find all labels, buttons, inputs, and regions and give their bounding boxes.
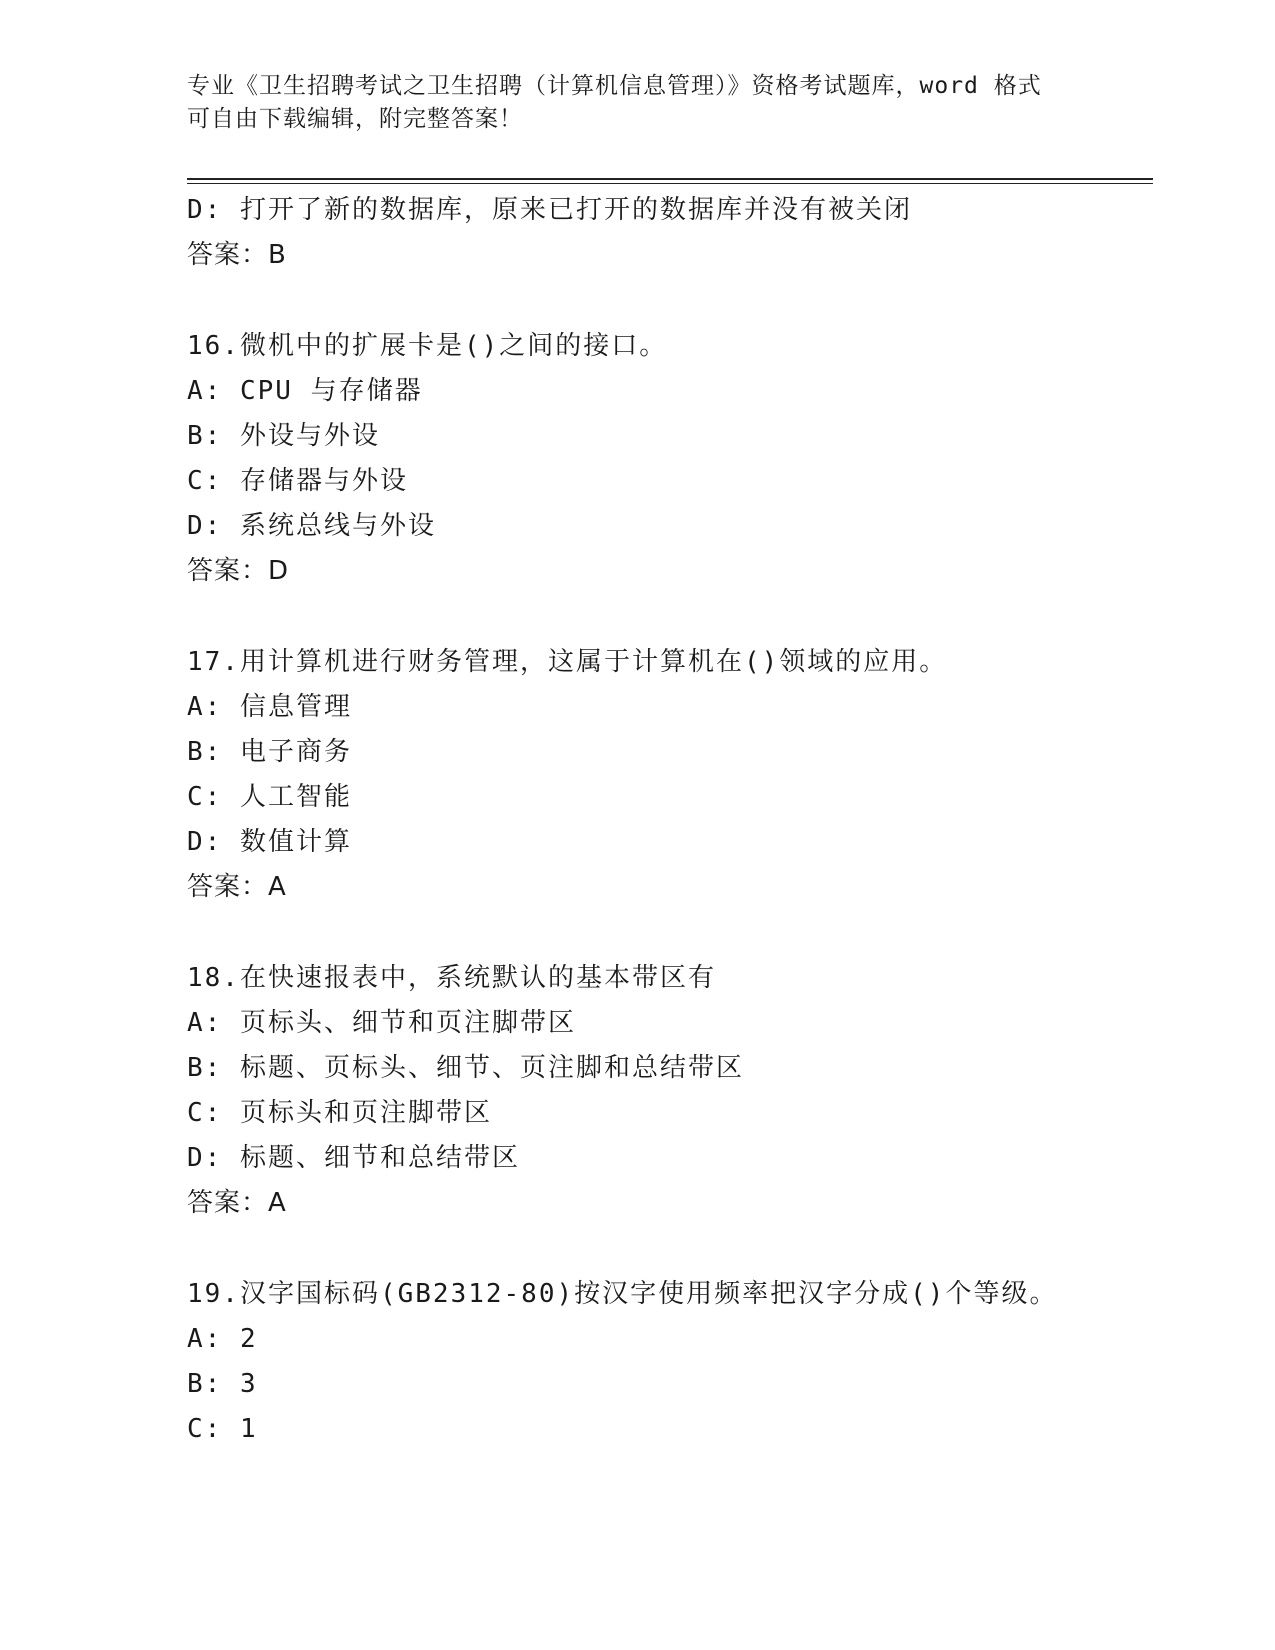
question-17 [187, 640, 1153, 910]
option-d: D: 标题、细节和总结带区 [187, 1143, 520, 1173]
option-c: C: 1 [187, 1414, 258, 1444]
answer-line: 答案：A [187, 872, 287, 902]
option-c: C: 人工智能 [187, 782, 352, 812]
question-list [187, 188, 1153, 1452]
answer-line: 答案：B [187, 240, 287, 270]
question-stem: 19.汉字国标码(GB2312-80)按汉字使用频率把汉字分成()个等级。 [187, 1279, 1058, 1309]
header-line-1: 专业《卫生招聘考试之卫生招聘（计算机信息管理）》资格考试题库，word 格式 [187, 73, 1042, 99]
question-18 [187, 956, 1153, 1226]
question-16 [187, 324, 1153, 594]
option-a: A: 2 [187, 1324, 258, 1354]
question-stem: 16.微机中的扩展卡是()之间的接口。 [187, 331, 668, 361]
option-c: C: 存储器与外设 [187, 466, 408, 496]
option-d: D: 系统总线与外设 [187, 511, 436, 541]
option-d: D: 打开了新的数据库，原来已打开的数据库并没有被关闭 [187, 195, 912, 225]
option-a: A: 信息管理 [187, 692, 352, 722]
answer-line: 答案：D [187, 556, 290, 586]
option-c: C: 页标头和页注脚带区 [187, 1098, 492, 1128]
header-line-2: 可自由下载编辑，附完整答案！ [187, 106, 523, 132]
option-b: B: 电子商务 [187, 737, 352, 767]
option-b: B: 外设与外设 [187, 421, 380, 451]
option-b: B: 3 [187, 1369, 258, 1399]
option-b: B: 标题、页标头、细节、页注脚和总结带区 [187, 1053, 744, 1083]
option-a: A: 页标头、细节和页注脚带区 [187, 1008, 576, 1038]
page-header [187, 70, 1087, 136]
question-19 [187, 1272, 1153, 1452]
previous-question-tail [187, 188, 1153, 278]
question-stem: 18.在快速报表中，系统默认的基本带区有 [187, 963, 716, 993]
option-a: A: CPU 与存储器 [187, 376, 423, 406]
header-divider [187, 178, 1153, 184]
question-stem: 17.用计算机进行财务管理，这属于计算机在()领域的应用。 [187, 647, 948, 677]
option-d: D: 数值计算 [187, 827, 352, 857]
answer-line: 答案：A [187, 1188, 287, 1218]
